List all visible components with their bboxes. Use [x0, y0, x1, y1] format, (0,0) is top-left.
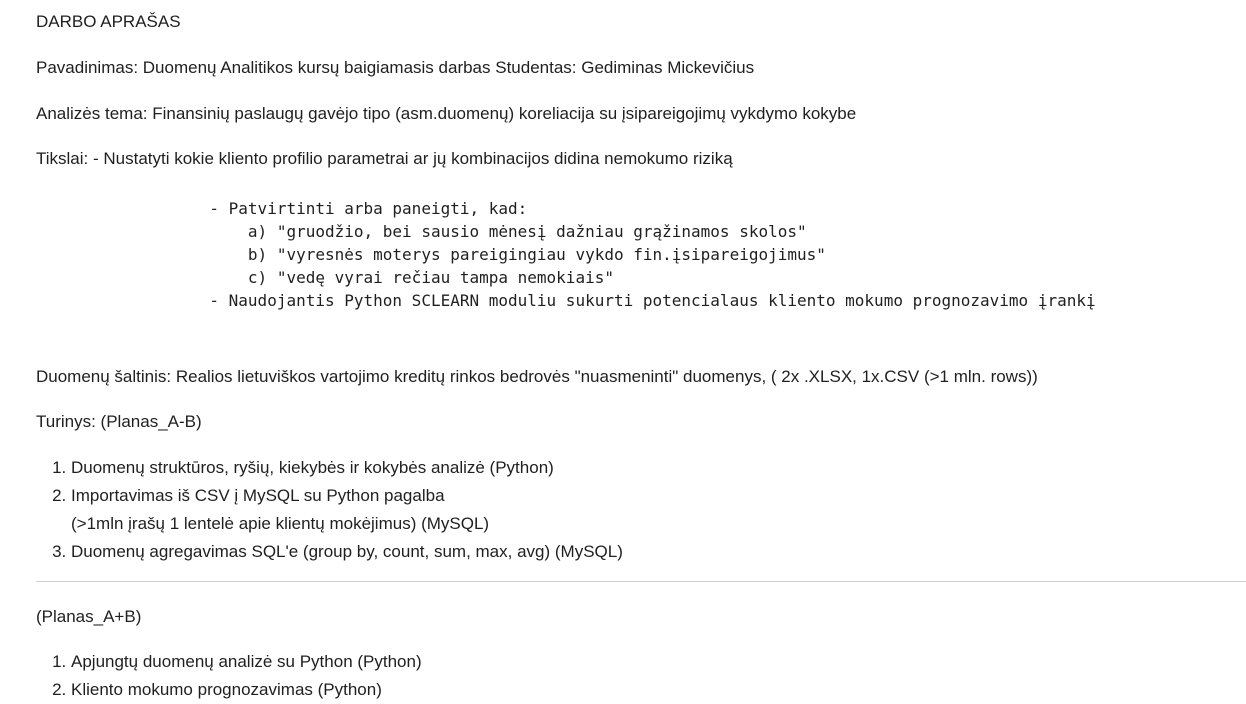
list-item: [71, 648, 422, 676]
list-item: [71, 538, 623, 566]
source-line: Duomenų šaltinis: Realios lietuviškos vartojimo kreditų rinkos bedrovės "nuasmeninti" duomenys, ( 2x .XLSX, 1x.CSV (>1 mln. rows)): [36, 367, 1038, 386]
list-item-text: Kliento mokumo prognozavimas (Python): [71, 680, 382, 699]
topic-line: Analizės tema: Finansinių paslaugų gavėjo tipo (asm.duomenų) koreliacija su įsipareigojimų vykdymo kokybe: [36, 104, 857, 123]
contents-line: Turinys: (Planas_A-B): [36, 412, 202, 431]
list-item-text: Importavimas iš CSV į MySQL su Python pagalba: [71, 486, 445, 505]
divider: [36, 581, 1246, 582]
list-item-continuation: (>1mln įrašų 1 lentelė apie klientų mokėjimus) (MySQL): [71, 514, 490, 533]
name-line: Pavadinimas: Duomenų Analitikos kursų baigiamasis darbas Studentas: Gediminas Mickevičius: [36, 58, 755, 77]
list-item: [71, 454, 623, 482]
plan-ab-list: [36, 454, 623, 566]
plan-apb-title: (Planas_A+B): [36, 607, 142, 626]
list-item-text: Apjungtų duomenų analizė su Python (Python): [71, 652, 422, 671]
list-item-text: Duomenų struktūros, ryšių, kiekybės ir kokybės analizė (Python): [71, 458, 554, 477]
list-item: [71, 482, 623, 538]
list-item-text: Duomenų agregavimas SQL'e (group by, count, sum, max, avg) (MySQL): [71, 542, 623, 561]
cell-title: DARBO APRAŠAS: [36, 12, 181, 31]
list-item: [71, 676, 422, 704]
goals-code-block: - Patvirtinti arba paneigti, kad: a) "gruodžio, bei sausio mėnesį dažniau grąžinamos skolos" b) "vyresnės moterys pareigingiau vykdo fin.įsipareigojimus" c) "vedę vyrai rečiau tampa nemokiais" - Naudojantis Python SCLEARN moduliu sukurti potencialaus kliento mokumo prognozavimo įrankį: [209, 199, 1096, 310]
plan-apb-list: [36, 648, 422, 704]
goals-line: Tikslai: - Nustatyti kokie kliento profilio parametrai ar jų kombinacijos didina nemokumo riziką: [36, 149, 733, 168]
